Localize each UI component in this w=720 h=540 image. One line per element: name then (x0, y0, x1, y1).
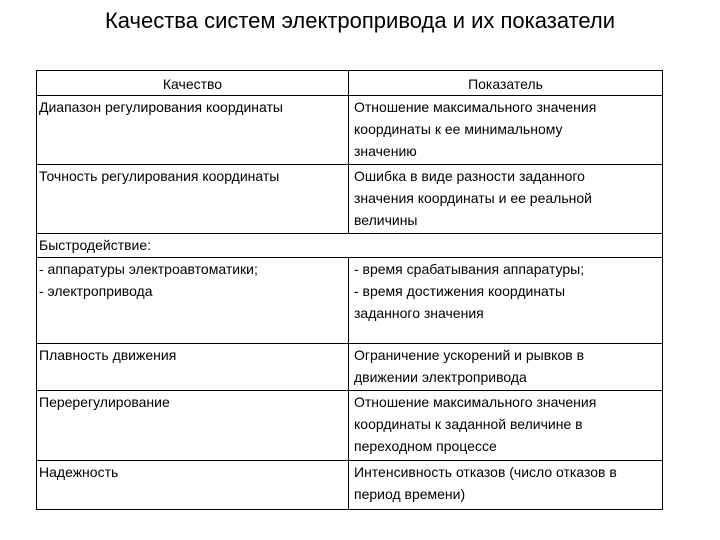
indicator-cell (349, 165, 663, 234)
indicator-cell (349, 344, 663, 391)
cell-line: Диапазон регулирования координаты (39, 99, 283, 115)
cell-line: Ошибка в виде разности заданного (354, 168, 585, 184)
quality-cell (37, 391, 349, 461)
page-title: Качества систем электропривода и их показатели (104, 8, 616, 33)
table-row (37, 391, 663, 461)
cell-line: Ограничение ускорений и рывков в (354, 347, 585, 363)
quality-cell (37, 234, 663, 258)
cell-line: - время достижения координаты (354, 283, 566, 299)
cell-line: значения координаты и ее реальной (354, 190, 592, 206)
cell-line: величины (354, 212, 418, 228)
cell-line: движении электропривода (354, 369, 527, 385)
qualities-table (36, 70, 663, 510)
table-row (37, 96, 663, 165)
quality-cell (37, 461, 349, 510)
cell-line: координаты к ее минимальному (354, 121, 563, 137)
cell-line: Плавность движения (39, 347, 177, 363)
quality-cell (37, 344, 349, 391)
cell-line: Надежность (39, 464, 119, 480)
quality-cell (37, 96, 349, 165)
cell-line: Точность регулирования координаты (39, 168, 280, 184)
cell-line: Отношение максимального значения (354, 394, 597, 410)
cell-line: - аппаратуры электроавтоматики; (39, 261, 258, 277)
table-row (37, 165, 663, 234)
cell-line: значению (354, 143, 417, 159)
cell-line: координаты к заданной величине в (354, 416, 583, 432)
indicator-cell (349, 461, 663, 510)
quality-cell (37, 258, 349, 344)
column-header-quality: Качество (37, 71, 349, 96)
indicator-cell (349, 96, 663, 165)
cell-line: - время срабатывания аппаратуры; (354, 261, 585, 277)
table-row (37, 234, 663, 258)
quality-cell (37, 165, 349, 234)
table-row (37, 258, 663, 344)
cell-line: Отношение максимального значения (354, 99, 597, 115)
column-header-indicator: Показатель (349, 71, 663, 96)
table-header-row (37, 71, 663, 96)
cell-line: переходном процессе (354, 438, 497, 454)
indicator-cell (349, 391, 663, 461)
cell-line: Быстродействие: (39, 237, 152, 253)
cell-line: заданного значения (354, 305, 484, 321)
indicator-cell (349, 258, 663, 344)
cell-line: Интенсивность отказов (число отказов в (354, 464, 617, 480)
table-row (37, 344, 663, 391)
cell-line: Перерегулирование (39, 394, 170, 410)
cell-line: - электропривода (39, 283, 153, 299)
cell-line: период времени) (354, 486, 466, 502)
table-row (37, 461, 663, 510)
